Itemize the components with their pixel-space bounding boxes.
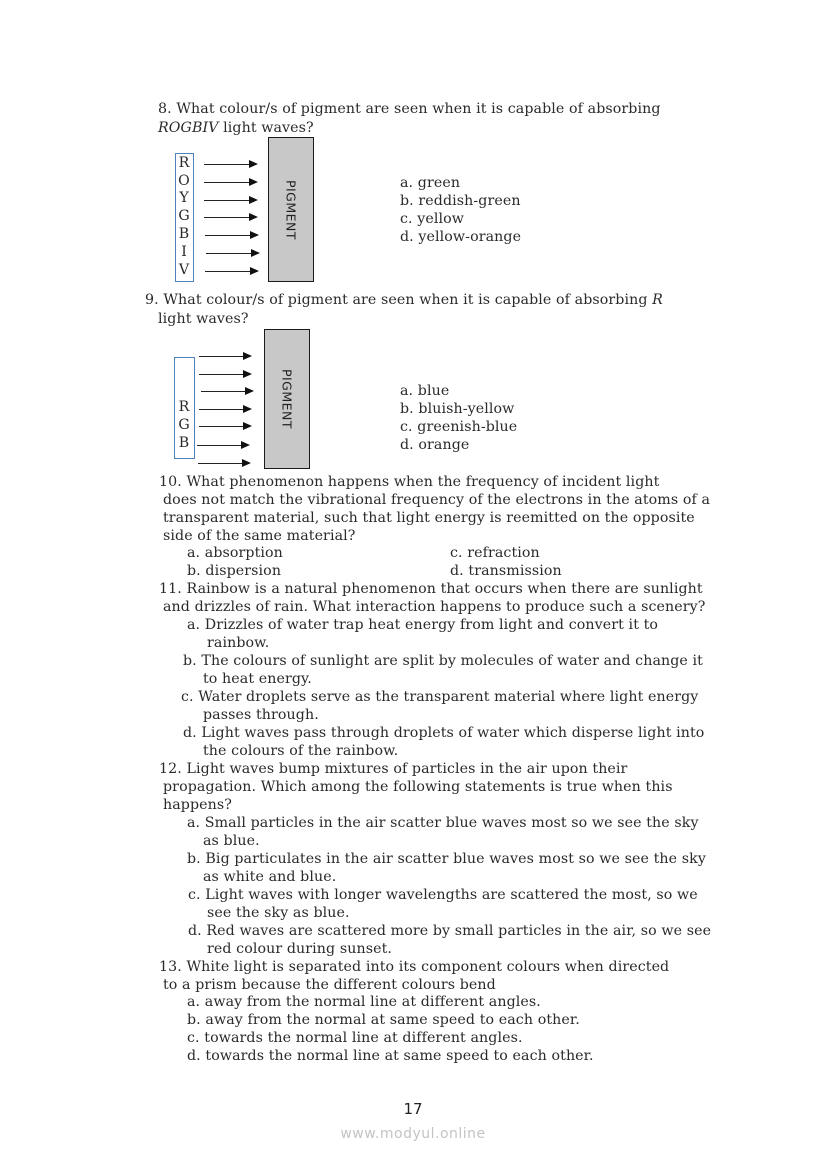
question-13-text-line2: to a prism because the different colours bend [163, 977, 496, 993]
choice-a[interactable]: a. blue [400, 383, 450, 399]
choice-d[interactable]: d. transmission [450, 563, 562, 579]
choice-a[interactable]: a. absorption [187, 545, 283, 561]
wave-label-i: I [181, 244, 187, 260]
choice-c-line1: c. Light waves with longer wavelengths are scattered the most, so we [188, 887, 698, 903]
arrow-icon [199, 374, 250, 375]
arrow-icon [204, 164, 256, 165]
choice-d[interactable]: d. towards the normal line at same speed to each other. [187, 1048, 594, 1064]
watermark: www.modyul.online [340, 1126, 486, 1142]
choice-a[interactable]: a. green [400, 175, 461, 191]
choice-a-line1: a. Drizzles of water trap heat energy from light and convert it to [187, 617, 659, 633]
choice-a-line1: a. Small particles in the air scatter blue waves most so we see the sky [187, 815, 699, 831]
wave-label-b: B [178, 435, 190, 451]
choice-b[interactable]: b. dispersion [187, 563, 282, 579]
question-11-text-line2: and drizzles of rain. What interaction happens to produce such a scenery? [163, 599, 706, 615]
pigment-box [268, 137, 314, 282]
question-10-text-line2: does not match the vibrational frequency of the electrons in the atoms of a [163, 492, 711, 508]
choice-d-line2: red colour during sunset. [207, 941, 392, 957]
arrow-icon [199, 409, 250, 410]
choice-c[interactable]: c. greenish-blue [400, 419, 518, 435]
arrow-icon [201, 391, 252, 392]
choice-c-line2: passes through. [203, 707, 319, 723]
question-10-text-line4: side of the same material? [163, 528, 356, 544]
question-13-text-line1: 13. White light is separated into its component colours when directed [159, 959, 670, 975]
wave-label-b: B [178, 226, 190, 242]
wave-label-g: G [178, 208, 190, 224]
pigment-label: PIGMENT [283, 179, 299, 240]
wave-label-v: V [178, 262, 190, 278]
question-8-text-line2-rest: light waves? [218, 120, 314, 136]
choice-d-line2: the colours of the rainbow. [203, 743, 399, 759]
question-8-text-line2 [158, 119, 314, 137]
choice-d-line1: d. Light waves pass through droplets of water which disperse light into [183, 725, 705, 741]
wave-label-g: G [178, 417, 190, 433]
question-12-text-line1: 12. Light waves bump mixtures of particles in the air upon their [159, 761, 628, 777]
arrow-icon [197, 445, 248, 446]
choice-a-line2: as blue. [203, 833, 260, 849]
page-number: 17 [403, 1100, 423, 1118]
question-9-text-line2: light waves? [158, 311, 249, 327]
question-11-text-line1: 11. Rainbow is a natural phenomenon that occurs when there are sunlight [159, 581, 703, 597]
choice-b[interactable]: b. bluish-yellow [400, 401, 515, 417]
choice-c[interactable]: c. refraction [450, 545, 540, 561]
rogbiv-term: ROGBIV [158, 120, 219, 136]
choice-a[interactable]: a. away from the normal line at different angles. [187, 994, 541, 1010]
choice-b-line1: b. Big particulates in the air scatter blue waves most so we see the sky [187, 851, 706, 867]
choice-b-line1: b. The colours of sunlight are split by molecules of water and change it [183, 653, 703, 669]
arrow-icon [199, 356, 250, 357]
choice-d-line1: d. Red waves are scattered more by small particles in the air, so we see [188, 923, 712, 939]
choice-c-line2: see the sky as blue. [207, 905, 350, 921]
question-10-text-line3: transparent material, such that light energy is reemitted on the opposite [163, 510, 695, 526]
choice-c[interactable]: c. towards the normal line at different angles. [187, 1030, 523, 1046]
choice-b[interactable]: b. reddish-green [400, 193, 521, 209]
question-12-text-line3: happens? [163, 797, 232, 813]
arrow-icon [204, 217, 256, 218]
question-9-text-line1 [145, 291, 663, 309]
choice-c-line1: c. Water droplets serve as the transparent material where light energy [181, 689, 699, 705]
wave-label-r: R [178, 155, 190, 171]
arrow-icon [204, 182, 256, 183]
arrow-icon [206, 253, 258, 254]
wave-label-o: O [178, 173, 190, 189]
arrow-icon [204, 200, 256, 201]
question-9-text-line1-pre: 9. What colour/s of pigment are seen when it is capable of absorbing [145, 292, 653, 308]
question-10-text-line1: 10. What phenomenon happens when the frequency of incident light [159, 474, 660, 490]
choice-b-line2: to heat energy. [203, 671, 312, 687]
arrow-icon [199, 426, 250, 427]
choice-d[interactable]: d. yellow-orange [400, 229, 522, 245]
arrow-icon [205, 271, 257, 272]
question-12-text-line2: propagation. Which among the following statements is true when this [163, 779, 673, 795]
choice-b-line2: as white and blue. [203, 869, 337, 885]
question-8-text-line1: 8. What colour/s of pigment are seen when it is capable of absorbing [158, 101, 661, 117]
arrow-icon [198, 463, 249, 464]
r-term: R [652, 292, 663, 308]
choice-c[interactable]: c. yellow [400, 211, 465, 227]
wave-label-y: Y [179, 190, 189, 206]
arrow-icon [205, 235, 257, 236]
choice-a-line2: rainbow. [207, 635, 270, 651]
pigment-label: PIGMENT [279, 368, 295, 430]
wave-label-r: R [178, 399, 190, 415]
choice-b[interactable]: b. away from the normal at same speed to each other. [187, 1012, 580, 1028]
choice-d[interactable]: d. orange [400, 437, 470, 453]
pigment-box [264, 329, 310, 469]
